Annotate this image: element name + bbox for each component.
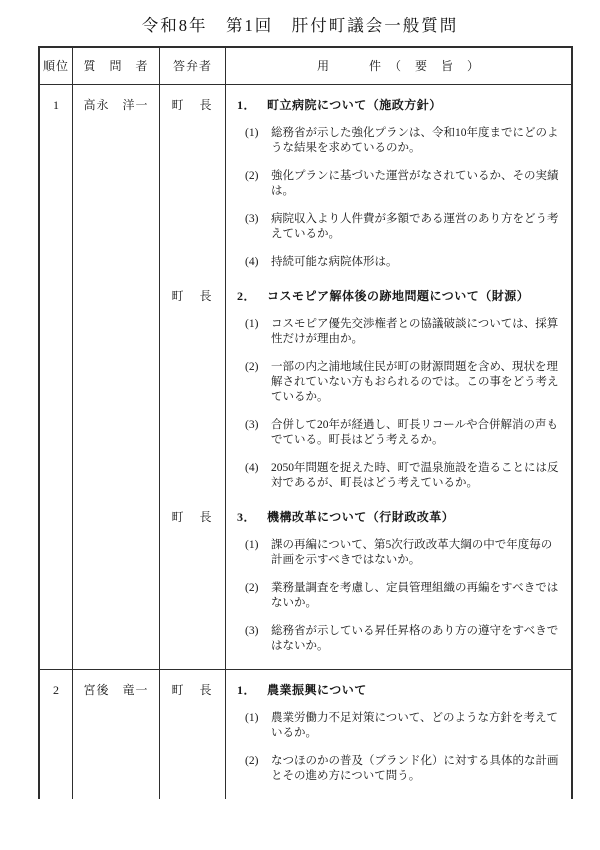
question-item — [245, 461, 561, 491]
topic-title: 町立病院について（施政方針） — [267, 98, 442, 112]
item-number: (2) — [245, 755, 259, 767]
question-section — [160, 670, 571, 799]
topic-number: 2． — [237, 289, 257, 303]
header-answerer: 答弁者 — [160, 48, 226, 84]
question-item — [245, 255, 561, 270]
table-row — [40, 85, 571, 669]
item-text: 合併して20年が経過し、町長リコールや合併解消の声もでている。町長はどう考えるか。 — [271, 419, 559, 446]
question-item — [245, 126, 561, 156]
topic-title: コスモピア解体後の跡地問題について（財源） — [267, 289, 530, 303]
page-title: 令和8年 第1回 肝付町議会一般質問 — [141, 16, 459, 35]
question-items — [237, 711, 561, 784]
section-content — [226, 85, 571, 270]
section-content — [226, 491, 571, 669]
header-rank: 順位 — [40, 48, 73, 84]
header-questioner: 質 問 者 — [73, 48, 160, 84]
table-header-row — [40, 48, 571, 85]
item-number: (2) — [245, 170, 259, 182]
topic-line — [237, 289, 561, 304]
question-section — [160, 270, 571, 491]
item-text: 2050年問題を捉えた時、町で温泉施設を造ることには反対であるが、町長はどう考えているか。 — [271, 462, 559, 489]
item-text: 持続可能な病院体形は。 — [271, 256, 398, 268]
item-text: なつほのかの普及（ブランド化）に対する具体的な計画とその進め方について問う。 — [271, 755, 559, 782]
section-content — [226, 670, 571, 799]
item-number: (3) — [245, 625, 259, 637]
question-section — [160, 491, 571, 669]
question-items — [237, 538, 561, 654]
item-number: (3) — [245, 213, 259, 225]
item-number: (1) — [245, 712, 259, 724]
question-item — [245, 360, 561, 405]
item-number: (1) — [245, 539, 259, 551]
questioner-name: 宮後 竜一 — [73, 670, 160, 799]
item-text: 強化プランに基づいた運営がなされているか、その実績は。 — [271, 170, 559, 197]
item-number: (2) — [245, 361, 259, 373]
topic-title: 農業振興について — [267, 683, 367, 697]
question-item — [245, 169, 561, 199]
row-sections — [160, 85, 571, 669]
rank-cell: 2 — [40, 670, 73, 799]
section-content — [226, 270, 571, 491]
answerer-label: 町 長 — [160, 270, 226, 491]
item-text: 農業労働力不足対策について、どのような方針を考えているか。 — [271, 712, 559, 739]
item-text: 課の再編について、第5次行政改革大綱の中で年度毎の計画を示すべきではないか。 — [271, 539, 553, 566]
questioner-name: 高永 洋一 — [73, 85, 160, 669]
topic-number: 1． — [237, 98, 257, 112]
topic-number: 1． — [237, 683, 257, 697]
answerer-label: 町 長 — [160, 85, 226, 270]
question-item — [245, 624, 561, 654]
item-number: (4) — [245, 256, 259, 268]
item-text: 総務省が示した強化プランは、令和10年度までにどのような結果を求めているのか。 — [271, 127, 559, 154]
question-item — [245, 581, 561, 611]
question-items — [237, 317, 561, 491]
item-number: (2) — [245, 582, 259, 594]
item-number: (3) — [245, 419, 259, 431]
item-text: 病院収入より人件費が多額である運営のあり方をどう考えているか。 — [271, 213, 559, 240]
item-number: (4) — [245, 462, 259, 474]
question-item — [245, 418, 561, 448]
topic-line — [237, 98, 561, 113]
question-items — [237, 126, 561, 270]
general-questions-table — [38, 46, 573, 799]
table-row — [40, 669, 571, 799]
question-item — [245, 711, 561, 741]
answerer-label: 町 長 — [160, 670, 226, 799]
question-item — [245, 317, 561, 347]
topic-title: 機構改革について（行財政改革） — [267, 510, 455, 524]
item-text: 一部の内之浦地域住民が町の財源問題を含め、現状を理解されていない方もおられるのでは。この事をどう考えているか。 — [271, 361, 559, 403]
item-text: 総務省が示している昇任昇格のあり方の遵守をすべきではないか。 — [271, 625, 559, 652]
question-item — [245, 754, 561, 784]
item-number: (1) — [245, 127, 259, 139]
rank-cell: 1 — [40, 85, 73, 669]
topic-line — [237, 510, 561, 525]
answerer-label: 町 長 — [160, 491, 226, 669]
row-sections — [160, 670, 571, 799]
item-number: (1) — [245, 318, 259, 330]
topic-number: 3． — [237, 510, 257, 524]
header-subject: 用 件 （ 要 旨 ） — [316, 58, 480, 73]
question-item — [245, 538, 561, 568]
item-text: 業務量調査を考慮し、定員管理組織の再編をすべきではないか。 — [271, 582, 559, 609]
question-section — [160, 85, 571, 270]
item-text: コスモピア優先交渉権者との協議破談については、採算性だけが理由か。 — [271, 318, 559, 345]
topic-line — [237, 683, 561, 698]
question-item — [245, 212, 561, 242]
